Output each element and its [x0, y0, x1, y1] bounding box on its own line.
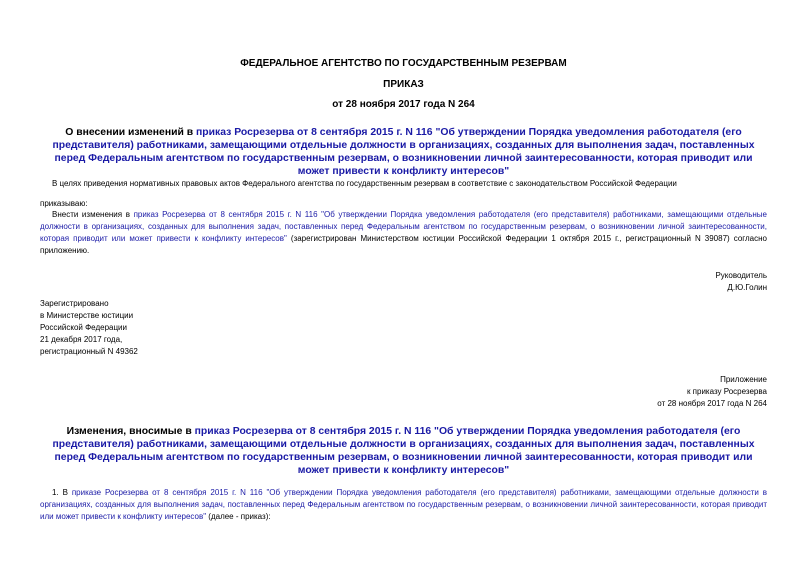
appendix-block — [560, 374, 767, 410]
changes-title — [40, 425, 767, 477]
main-paragraph-suffix: (зарегистрирован Министерством юстиции Российской Федерации 1 октября 2015 г., регистрационный N 39087) согласно приложению. — [40, 234, 767, 255]
signature-position: Руководитель — [715, 271, 767, 280]
registration-line: Зарегистрировано — [40, 299, 109, 308]
signature-name: Д.Ю.Голин — [727, 283, 767, 292]
document-date-number: от 28 ноября 2017 года N 264 — [332, 99, 475, 110]
appendix-line[interactable]: к приказу Росрезерва — [686, 387, 767, 396]
preamble: В целях приведения нормативных правовых актов Федерального агентства по государственным резервам в соответствие с законодательством Российской Федерации — [52, 179, 677, 188]
item-1-link[interactable]: приказе Росрезерва от 8 сентября 2015 г. N 116 "Об утверждении Порядка уведомления работодателя (его представителя) работниками, замещающими отдельные должности в организациях, созданных для выполнения задач, поставленных перед Федеральным агентством по государственным резервам, о возникновении личной заинтересованности, которая приводит или может привести к конфликту интересов" — [40, 488, 768, 521]
main-paragraph-link[interactable]: приказ Росрезерва от 8 сентября 2015 г. N 116 "Об утверждении Порядка уведомления работодателя (его представителя) работниками, замещающими отдельные должности в организациях, созданных для выполнения задач, поставленных перед Федеральным агентством по государственным резервам, о возникновении личной заинтересованности, которая приводит или может привести к конфликту интересов" — [40, 210, 767, 243]
appendix-line[interactable]: от 28 ноября 2017 года N 264 — [657, 399, 767, 408]
title-link[interactable]: приказ Росрезерва от 8 сентября 2015 г. N 116 "Об утверждении Порядка уведомления работодателя (его представителя) работниками, замещающими отдельные должности в организациях, созданных для выполнения задач, поставленных перед Федеральным агентством по государственным резервам, о возникновении личной заинтересованности, которая приводит или может привести к конфликту интересов" — [52, 127, 755, 177]
item-1-paragraph — [40, 487, 767, 523]
registration-block — [40, 298, 240, 358]
order-word: приказываю: — [40, 199, 88, 208]
registration-line: Российской Федерации — [40, 323, 127, 332]
document-type: ПРИКАЗ — [383, 79, 424, 90]
registration-line: 21 декабря 2017 года, — [40, 335, 123, 344]
item-1-suffix: (далее - приказ): — [206, 512, 271, 521]
item-1-prefix: 1. В — [52, 488, 72, 497]
changes-title-link[interactable]: приказ Росрезерва от 8 сентября 2015 г. N 116 "Об утверждении Порядка уведомления работодателя (его представителя) работниками, замещающими отдельные должности в организациях, созданных для выполнения задач, поставленных перед Федеральным агентством по государственным резервам, о возникновении личной заинтересованности, которая приводит или может привести к конфликту интересов" — [52, 426, 755, 476]
appendix-line: Приложение — [720, 375, 767, 384]
registration-line: в Министерстве юстиции — [40, 311, 134, 320]
main-paragraph — [40, 209, 767, 257]
registration-line: регистрационный N 49362 — [40, 347, 138, 356]
document-title — [40, 126, 767, 178]
title-prefix: О внесении изменений в — [65, 127, 197, 138]
changes-title-prefix: Изменения, вносимые в — [66, 426, 195, 437]
signature-block — [560, 270, 767, 294]
main-paragraph-prefix: Внести изменения в — [52, 210, 134, 219]
agency-name: ФЕДЕРАЛЬНОЕ АГЕНТСТВО ПО ГОСУДАРСТВЕННЫМ РЕЗЕРВАМ — [240, 58, 567, 69]
